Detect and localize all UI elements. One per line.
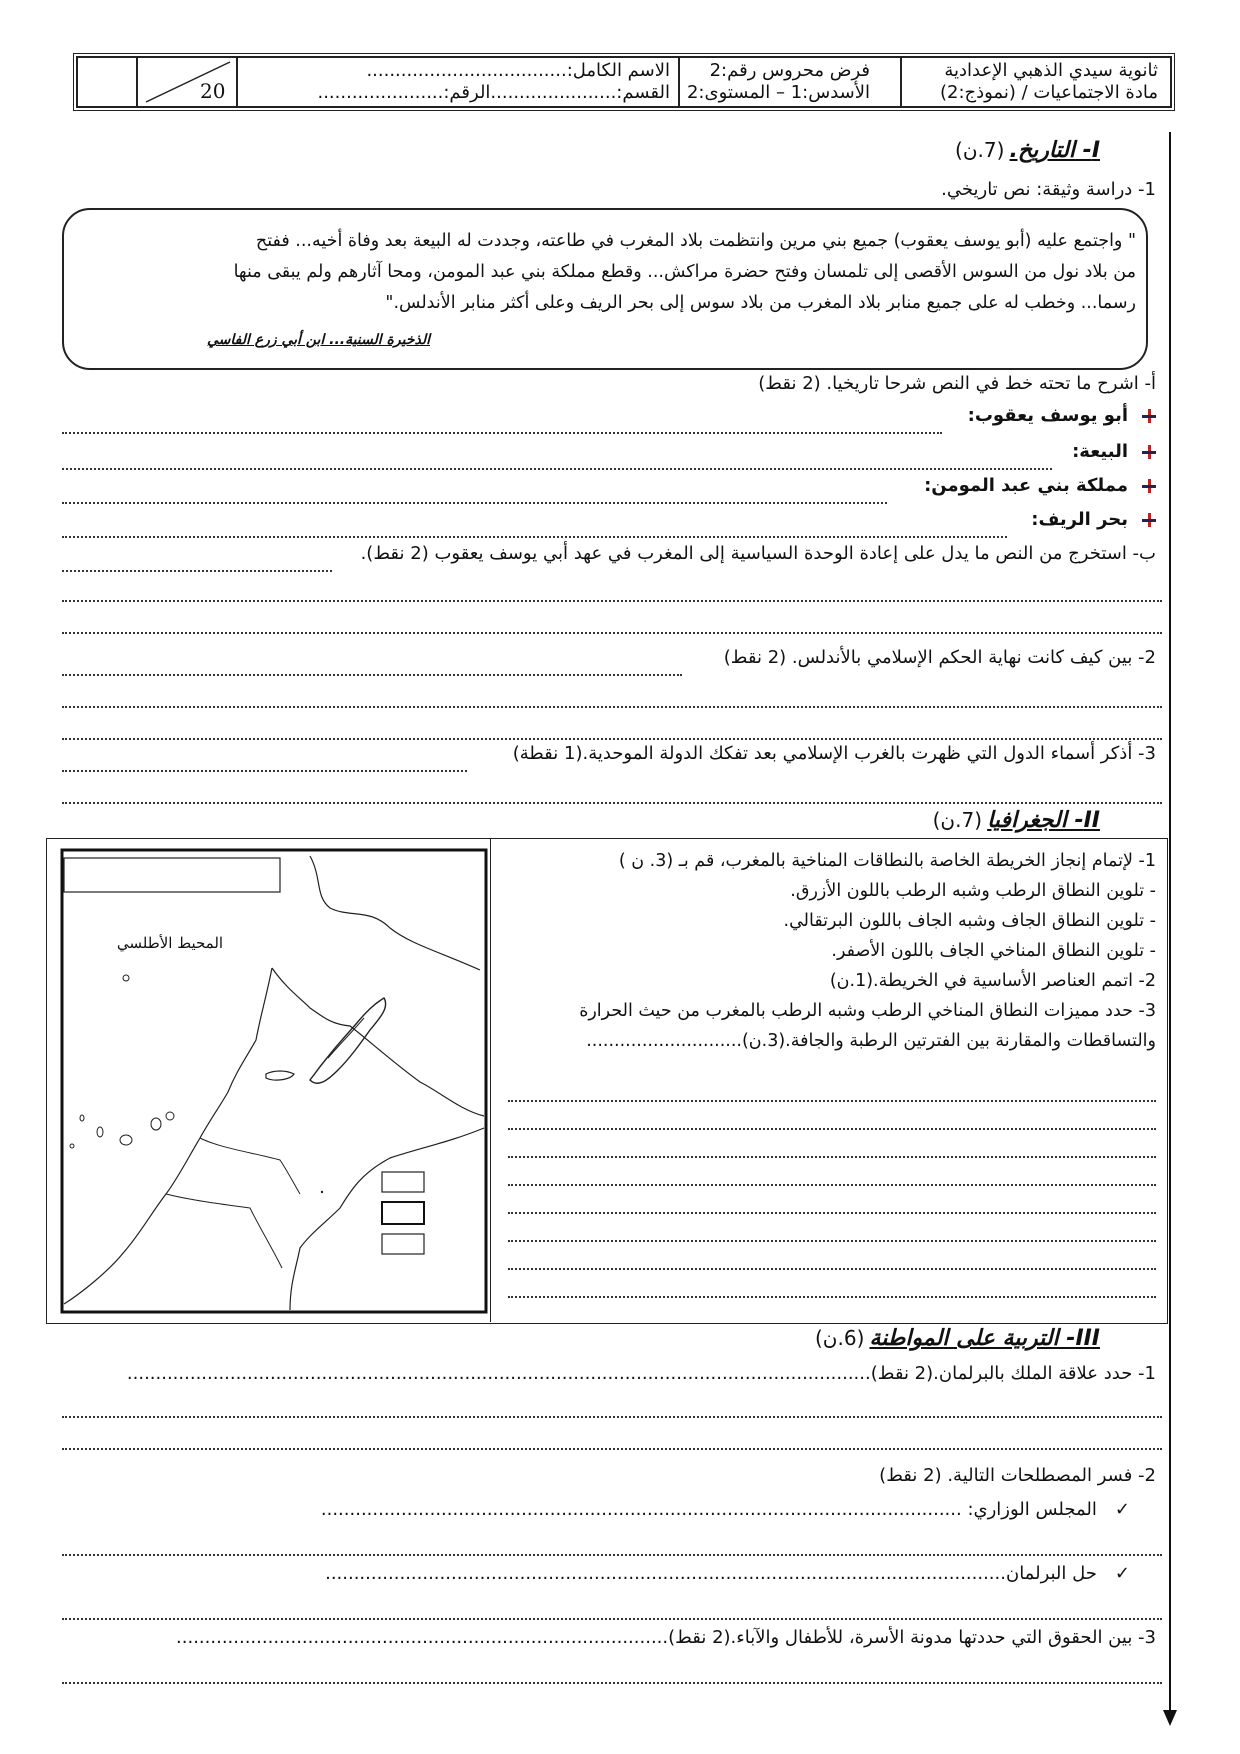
legend-box-1 — [382, 1172, 424, 1192]
geography-divider — [490, 838, 491, 1322]
score-cell — [136, 58, 236, 106]
document-source: الذخيرة السنية... ابن أبي زرع الفاسي — [206, 332, 430, 348]
legend-box-2 — [382, 1202, 424, 1224]
geography-title: II- الجغرافيا — [987, 808, 1100, 833]
student-cell — [236, 58, 678, 106]
answer-line[interactable] — [62, 784, 1162, 804]
term-label: البيعة: — [1072, 441, 1128, 462]
legend-box-3 — [382, 1234, 424, 1254]
bullet-icon — [1142, 513, 1156, 527]
civics-q1: 1- حدد علاقة الملك بالبرلمان.(2 نقط).................................................................................................................................. — [126, 1363, 1156, 1384]
term-label: مملكة بني عبد المومن: — [924, 475, 1128, 496]
answer-line[interactable] — [62, 552, 332, 572]
answer-line[interactable] — [62, 1430, 1162, 1450]
answer-line[interactable] — [508, 1082, 1156, 1102]
answer-line[interactable] — [62, 1600, 1162, 1620]
answer-line[interactable] — [62, 1664, 1162, 1684]
answer-line[interactable] — [62, 656, 682, 676]
history-header — [955, 138, 1100, 163]
civics-term-1: المجلس الوزاري: ................................................................................................................ — [320, 1499, 1097, 1520]
atlantic-label: المحيط الأطلسي — [116, 934, 224, 952]
bullet-icon — [1142, 479, 1156, 493]
civics-term-2: حل البرلمان....................................................................................................................... — [325, 1563, 1097, 1584]
history-q2: 2- بين كيف كانت نهاية الحكم الإسلامي بالأندلس. (2 نقط) — [723, 647, 1156, 668]
class-number-field[interactable]: القسم:......................الرقم:...................... — [317, 82, 670, 103]
student-name-field[interactable]: الاسم الكامل:................................... — [366, 60, 670, 81]
geo-line: 3- حدد مميزات النطاق المناخي الرطب وشبه الرطب بالمغرب من حيث الحرارة — [579, 1001, 1156, 1021]
subject-name: مادة الاجتماعيات / (نموذج:2) — [939, 82, 1158, 103]
history-points: (7.ن) — [955, 138, 1005, 162]
answer-line[interactable] — [508, 1166, 1156, 1186]
history-q1: 1- دراسة وثيقة: نص تاريخي. — [941, 179, 1156, 200]
document-text — [96, 226, 1136, 319]
civics-q2: 2- فسر المصطلحات التالية. (2 نقط) — [879, 1465, 1156, 1486]
answer-line[interactable] — [62, 1398, 1162, 1418]
answer-line[interactable] — [508, 1222, 1156, 1242]
civics-points: (6.ن) — [814, 1326, 865, 1350]
check-icon: ✓ — [1114, 1499, 1130, 1520]
school-name: ثانوية سيدي الذهبي الإعدادية — [944, 60, 1158, 81]
answer-line[interactable] — [62, 582, 1162, 602]
history-qa: أ- اشرح ما تحته خط في النص شرحا تاريخيا. (2 نقط) — [758, 373, 1156, 394]
answer-line[interactable] — [62, 1536, 1162, 1556]
exam-cell — [678, 58, 900, 106]
doc-line: من بلاد نول من السوس الأقصى إلى تلمسان وفتح حضرة مراكش... وقطع مملكة بني عبد المومن، ومحا آثارهم ولم يبقى منها — [233, 262, 1136, 282]
answer-line[interactable] — [508, 1250, 1156, 1270]
answer-line[interactable] — [62, 752, 467, 772]
geo-line: - تلوين النطاق المناخي الجاف باللون الأصفر. — [831, 941, 1156, 961]
civics-term-row — [70, 1562, 1130, 1586]
map-title-box — [64, 858, 280, 892]
score-max: 20 — [200, 79, 226, 103]
doc-line: " واجتمع عليه (أبو يوسف يعقوب) جميع بني مرين وانتظمت بلاد المغرب في طاعته، وجددت له البيعة بعد وفاة أخيه... ففتح — [255, 231, 1136, 251]
term-label: بحر الريف: — [1031, 509, 1128, 530]
term-row — [1031, 508, 1156, 532]
geography-header — [933, 808, 1100, 833]
civics-header — [815, 1326, 1100, 1351]
term-label: أبو يوسف يعقوب: — [967, 405, 1128, 426]
answer-line[interactable] — [62, 688, 1162, 708]
answer-line[interactable] — [508, 1278, 1156, 1298]
answer-line[interactable] — [508, 1194, 1156, 1214]
geography-questions — [496, 846, 1156, 1056]
geo-line: 2- اتمم العناصر الأساسية في الخريطة.(1.ن) — [829, 971, 1156, 991]
doc-line: رسما... وخطب له على جميع منابر بلاد المغرب من بلاد سوس إلى بحر الريف وعلى أكثر منابر الأندلس." — [385, 293, 1136, 313]
geo-line: - تلوين النطاق الجاف وشبه الجاف باللون البرتقالي. — [783, 911, 1156, 931]
answer-line[interactable] — [62, 484, 887, 504]
check-icon: ✓ — [1114, 1563, 1130, 1584]
exam-title: فرض محروس رقم:2 — [709, 60, 870, 81]
answer-line[interactable] — [508, 1138, 1156, 1158]
geo-line: - تلوين النطاق الرطب وشبه الرطب باللون الأزرق. — [790, 881, 1156, 901]
history-qb: ب- استخرج من النص ما يدل على إعادة الوحدة السياسية إلى المغرب في عهد أبي يوسف يعقوب (2 نقط). — [360, 543, 1156, 564]
civics-title: III- التربية على المواطنة — [869, 1326, 1100, 1351]
civics-q3: 3- بين الحقوق التي حددتها مدونة الأسرة، للأطفال والآباء.(2 نقط)...................................................................................... — [176, 1627, 1156, 1648]
answer-line[interactable] — [62, 518, 1007, 538]
geo-line: والتساقطات والمقارنة بين الفترتين الرطبة والجافة.(3.ن)............................ — [586, 1031, 1156, 1051]
morocco-map — [60, 848, 488, 1314]
civics-term-row — [70, 1498, 1130, 1522]
term-row — [1072, 440, 1156, 464]
school-cell — [900, 58, 1170, 106]
history-q3: 3- أذكر أسماء الدول التي ظهرت بالغرب الإسلامي بعد تفكك الدولة الموحدية.(1 نقطة) — [512, 743, 1156, 764]
history-title: I- التاريخ. — [1009, 138, 1100, 163]
answer-line[interactable] — [62, 450, 1052, 470]
answer-line[interactable] — [62, 614, 1162, 634]
answer-line[interactable] — [62, 720, 1162, 740]
bullet-icon — [1142, 445, 1156, 459]
exam-level: الأسدس:1 – المستوى:2 — [686, 82, 870, 103]
geo-line: 1- لإتمام إنجاز الخريطة الخاصة بالنطاقات المناخية بالمغرب، قم بـ (3. ن ) — [618, 851, 1156, 871]
term-row — [968, 404, 1156, 428]
geography-points: (7.ن) — [932, 808, 982, 832]
answer-line[interactable] — [62, 414, 942, 434]
answer-line[interactable] — [508, 1110, 1156, 1130]
bullet-icon — [1142, 409, 1156, 423]
term-row — [924, 474, 1156, 498]
header-table — [76, 56, 1172, 108]
